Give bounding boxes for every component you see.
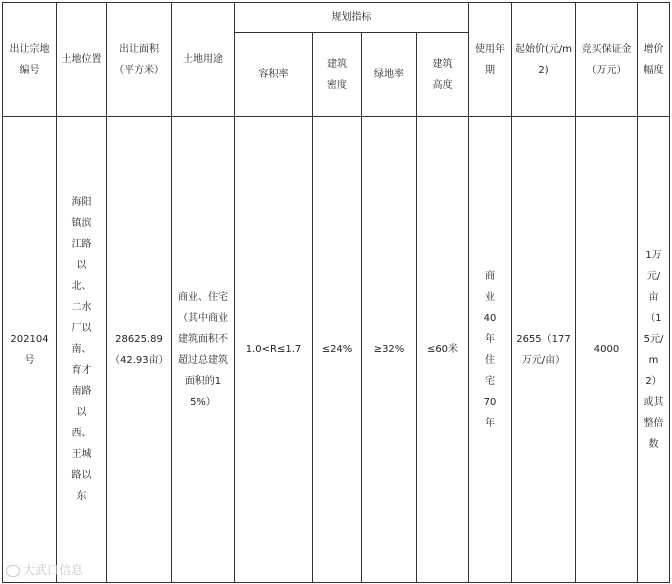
header-height: 建筑高度 [417, 33, 469, 117]
cell-far: 1.0<R≤1.7 [235, 117, 313, 583]
land-transfer-table [2, 2, 670, 583]
cell-density: ≤24% [313, 117, 362, 583]
cell-increment: 1万元/亩（15元/m2）或其整倍数 [638, 117, 670, 583]
cell-term: 商业40年住宅70年 [469, 117, 512, 583]
header-start-price: 起始价(元/m2) [512, 3, 576, 117]
header-area: 出让面积（平方米） [107, 3, 172, 117]
header-deposit: 竞买保证金（万元） [576, 3, 638, 117]
watermark-text: 大武口信息 [23, 563, 84, 577]
header-increment: 增价幅度 [638, 3, 670, 117]
cell-location: 海阳镇滨江路以北、二水厂以南、育才南路以西、王城路以东 [57, 117, 107, 583]
cell-parcel-no: 202104号 [3, 117, 57, 583]
header-use: 土地用途 [172, 3, 235, 117]
camera-icon [6, 565, 20, 577]
watermark [6, 561, 83, 578]
cell-height: ≤60米 [417, 117, 469, 583]
cell-deposit: 4000 [576, 117, 638, 583]
header-far: 容积率 [235, 33, 313, 117]
header-density: 建筑密度 [313, 33, 362, 117]
cell-area: 28625.89（42.93亩） [107, 117, 172, 583]
header-green: 绿地率 [362, 33, 417, 117]
cell-green: ≥32% [362, 117, 417, 583]
header-term: 使用年期 [469, 3, 512, 117]
header-location: 土地位置 [57, 3, 107, 117]
header-parcel-no: 出让宗地编号 [3, 3, 57, 117]
header-planning: 规划指标 [235, 3, 469, 33]
cell-use: 商业、住宅（其中商业建筑面积不超过总建筑面积的15%） [172, 117, 235, 583]
cell-start-price: 2655（177万元/亩） [512, 117, 576, 583]
